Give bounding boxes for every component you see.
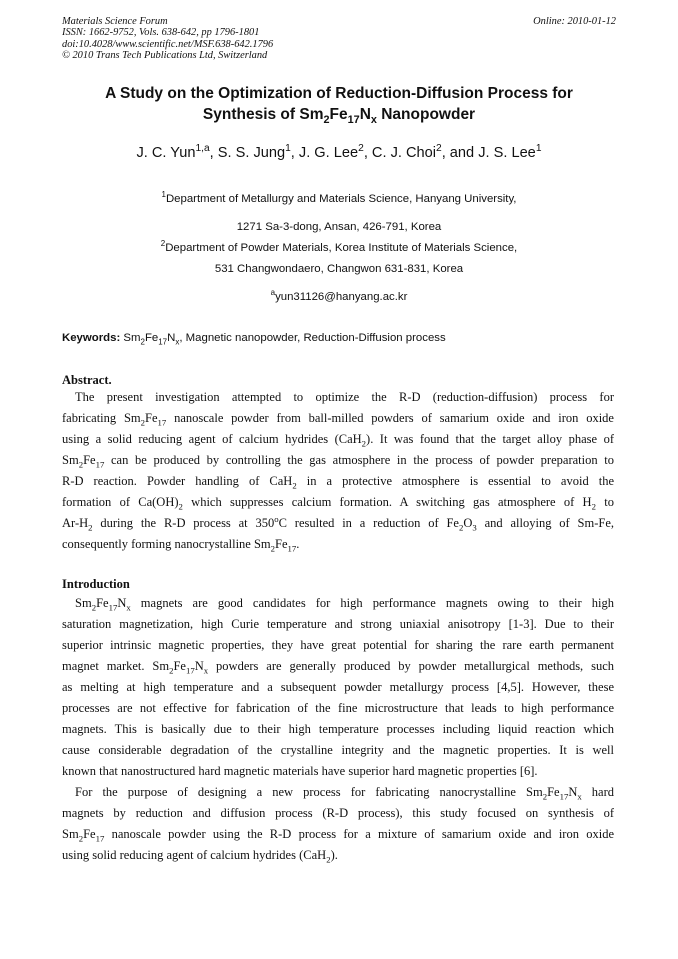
author: J. G. Lee$^2$, — [298, 143, 372, 161]
abstract-heading: Abstract. — [62, 373, 112, 387]
online-date: Online: 2010-01-12 — [533, 16, 616, 27]
introduction-heading: Introduction — [62, 577, 130, 591]
author: J. C. Yun$^{1,a}$, — [136, 143, 218, 161]
affiliation-2-line-2: 531 Changwondaero, Changwon 631-831, Korea — [214, 263, 464, 275]
affiliation-2-line-1: $^2$Department of Powder Materials, Korea Institute of Materials Science, — [160, 239, 518, 254]
author: S. S. Jung$^1$, — [217, 143, 299, 161]
keywords: Keywords: $Sm_2Fe_{17}N_x$, Magnetic nanopowder, Reduction-Diffusion process — [62, 332, 446, 347]
author-list — [40, 144, 638, 162]
abstract-body: The present investigation attempted to optimize the R-D (reduction-diffusion) process for fabricating $Sm_2Fe_{17}$ nanoscale powder from ball-milled powders of samarium oxide and iron oxide using a solid reducing agent of calcium hydrides (CaH$_2$). It was found that the target alloy phase of $Sm_2Fe_{17}$ can be produced by controlling the gas atmosphere in the process of powder preparation to R-D reaction. Powder handling of CaH$_2$ in a protective atmosphere is essential to avoid the formation of $Ca(OH)_2$ which suppresses calcium formation. A switching gas atmosphere of $H_2$ to $Ar-H_2$ during the R-D process at 350$^o$C resulted in a reduction of $Fe_2O_3$ and alloying of Sm-Fe, consequently forming nanocrystalline $Sm_2Fe_{17}$. — [62, 390, 614, 554]
issn-line: ISSN: 1662-9752, Vols. 638-642, pp 1796-1801 — [62, 27, 260, 39]
title-line-2: Synthesis of $Sm_2Fe_{17}N_x$ Nanopowder — [202, 106, 476, 127]
paper-title — [40, 83, 638, 125]
introduction-body: $Sm_2Fe_{17}N_x$ magnets are good candidates for high performance magnets owing to their high saturation magnetization, high Curie temperature and strong uniaxial anisotropy [1-3]. Due to their superior intrinsic magnetic properties, they have great potential for sharing the rare earth permanent magnet market. $Sm_2Fe_{17}N_x$ powders are generally produced by powder metallurgical methods, such as melting at high temperature and a subsequent powder metallurgy process [4,5]. However, these processes are not effective for fabrication of the fine microstructure that leads to high performance magnets. This is basically due to their high temperature processes including liquid reaction which cause considerable degradation of the crystalline integrity and the magnetic properties. It is well known that nanostructured hard magnetic materials have superior hard magnetic properties [6]. For the purpose of designing a new process for fabricating nanocrystalline $Sm_2Fe_{17}N_x$ hard magnets by reduction and diffusion process (R-D process), this study focused on synthesis of $Sm_2Fe_{17}$ nanoscale powder using the R-D process for a mixture of samarium oxide and iron oxide using solid reducing agent of calcium hydrides (CaH$_2$). — [62, 596, 614, 865]
journal-name: Materials Science Forum — [62, 16, 168, 27]
keywords-label: Keywords: — [62, 332, 121, 344]
affiliation-1-line-2: 1271 Sa-3-dong, Ansan, 426-791, Korea — [236, 221, 442, 233]
title-line-1: A Study on the Optimization of Reduction-Diffusion Process for — [105, 85, 573, 102]
author: J. S. Lee$^1$ — [478, 143, 542, 161]
journal-header — [62, 16, 616, 62]
copyright-line: © 2010 Trans Tech Publications Ltd, Switzerland — [62, 50, 268, 62]
author: C. J. Choi$^2$, and — [371, 143, 479, 161]
doi-line: doi:10.4028/www.scientific.net/MSF.638-642.1796 — [62, 38, 274, 50]
affiliation-1-line-1: $^1$Department of Metallurgy and Materials Science, Hanyang University, — [161, 190, 517, 205]
author-email: $^a$yun31126@hanyang.ac.kr — [270, 288, 408, 303]
